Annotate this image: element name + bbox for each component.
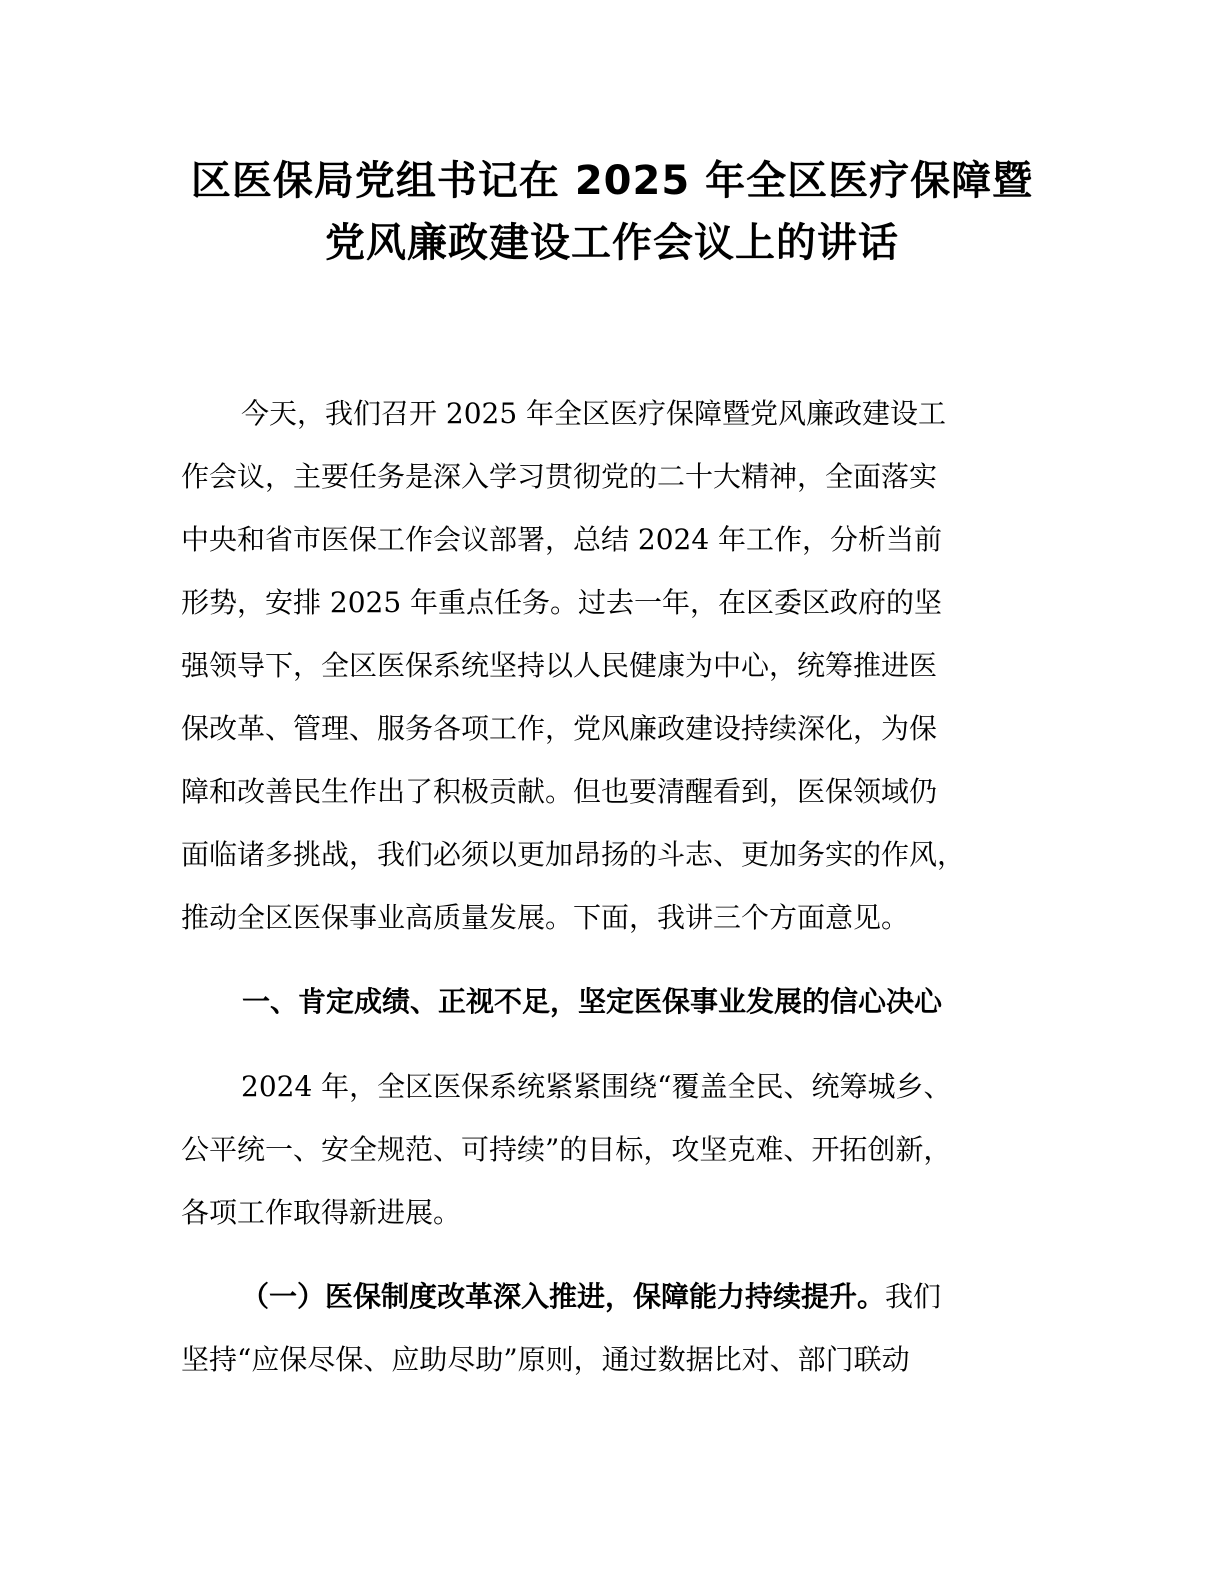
subsection-lead-rest: 我们 xyxy=(885,1280,942,1313)
text-line: 各项工作取得新进展。 xyxy=(181,1196,462,1229)
document-title xyxy=(150,150,1074,274)
section1-paragraph xyxy=(181,1055,1051,1244)
text-line: 中央和省市医保工作会议部署，总结 2024 年工作，分析当前 xyxy=(181,523,943,556)
text-line: 障和改善民生作出了积极贡献。但也要清醒看到，医保领域仍 xyxy=(181,775,938,808)
text-line: 形势，安排 2025 年重点任务。过去一年，在区委区政府的坚 xyxy=(181,586,943,619)
subsection-lead: （一）医保制度改革深入推进，保障能力持续提升。 xyxy=(241,1280,886,1313)
text-line: 公平统一、安全规范、可持续”的目标，攻坚克难、开拓创新， xyxy=(181,1133,952,1166)
text-line: 今天，我们召开 2025 年全区医疗保障暨党风廉政建设工 xyxy=(241,397,947,430)
subsection1-paragraph xyxy=(181,1265,1051,1391)
title-line: 党风廉政建设工作会议上的讲话 xyxy=(325,220,899,266)
text-line xyxy=(181,1265,1051,1328)
section-heading: 一、肯定成绩、正视不足，坚定医保事业发展的信心决心 xyxy=(242,985,943,1018)
text-line: 作会议，主要任务是深入学习贯彻党的二十大精神，全面落实 xyxy=(181,460,938,493)
text-line: 坚持“应保尽保、应助尽助”原则，通过数据比对、部门联动 xyxy=(181,1343,910,1376)
title-line: 区医保局党组书记在 2025 年全区医疗保障暨 xyxy=(190,158,1034,204)
text-line: 2024 年，全区医保系统紧紧围绕“覆盖全民、统筹城乡、 xyxy=(241,1070,952,1103)
text-line: 面临诸多挑战，我们必须以更加昂扬的斗志、更加务实的作风， xyxy=(181,838,966,871)
text-line: 推动全区医保事业高质量发展。下面，我讲三个方面意见。 xyxy=(181,901,910,934)
intro-paragraph xyxy=(181,382,1051,949)
text-line: 强领导下，全区医保系统坚持以人民健康为中心，统筹推进医 xyxy=(181,649,938,682)
text-line: 保改革、管理、服务各项工作，党风廉政建设持续深化，为保 xyxy=(181,712,938,745)
